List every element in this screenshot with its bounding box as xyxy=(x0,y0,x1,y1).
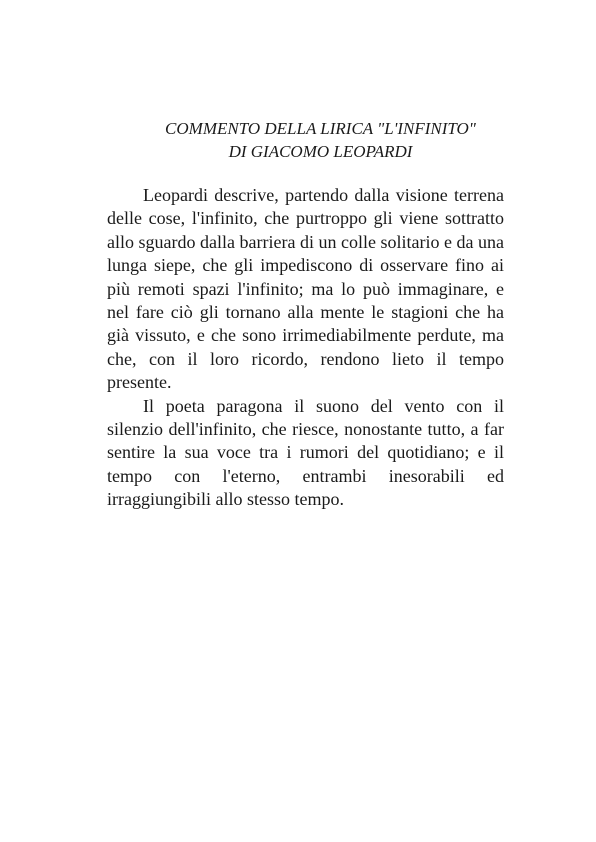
title-line-2: DI GIACOMO LEOPARDI xyxy=(228,142,413,161)
document-title xyxy=(107,117,504,163)
paragraph-1: Leopardi descrive, partendo dalla visione terrena delle cose, l'infinito, che purtroppo gli viene sottratto allo sguardo dalla barriera di un colle solitario e da una lunga siepe, che gli impediscono di osservare fino ai più remoti spazi l'infinito; ma lo può immaginare, e nel fare ciò gli tornano alla mente le stagioni che ha già vissuto, e che sono irrimediabilmente perdute, ma che, con il loro ricordo, rendono lieto il tempo presente. xyxy=(107,185,504,393)
paragraph-2: Il poeta paragona il suono del vento con il silenzio dell'infinito, che riesce, nonostante tutto, a far sentire la sua voce tra i rumori del quotidiano; e il tempo con l'eterno, entrambi inesorabili ed irraggiungibili allo stesso tempo. xyxy=(107,395,504,510)
document-body xyxy=(107,184,504,512)
title-line-1: COMMENTO DELLA LIRICA "L'INFINITO" xyxy=(165,119,476,138)
document-content xyxy=(107,117,504,512)
